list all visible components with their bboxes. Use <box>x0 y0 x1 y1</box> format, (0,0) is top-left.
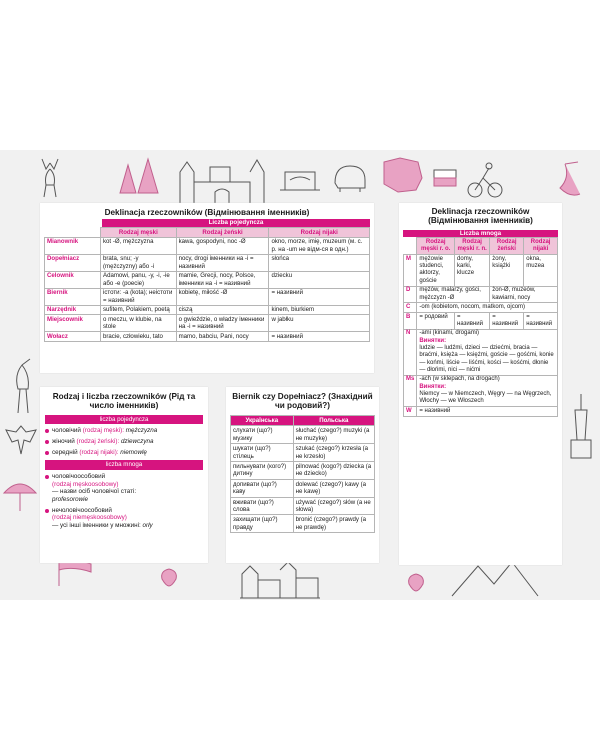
table-row <box>404 312 558 329</box>
cell-masculine: bracie, człowieku, tato <box>101 332 177 342</box>
ending-text: -ach (w sklepach, na drogach) <box>419 376 500 383</box>
cell-ukrainian: слухати (що?) музику <box>231 426 294 444</box>
cell-feminine: ciszą <box>176 305 269 315</box>
bullet-icon <box>45 429 49 433</box>
poland-map-icon <box>378 154 426 196</box>
cell-masculine: o meczu, w klubie, na stole <box>101 315 177 332</box>
table-row <box>45 332 370 342</box>
case-letter: M <box>404 255 417 286</box>
cell-ukrainian: захищати (що?) правду <box>231 515 294 533</box>
case-name: Wołacz <box>45 332 101 342</box>
cell: mężowie studenci, aktorzy, goście <box>417 255 455 286</box>
list-item: жіночий (rodzaj żeński): dziewczyna <box>45 438 203 446</box>
table-row <box>231 461 375 479</box>
cell-neuter: kinem, biurkiem <box>269 305 370 315</box>
case-name: Miejscownik <box>45 315 101 332</box>
eagle-icon <box>4 420 38 460</box>
table-row <box>45 288 370 305</box>
case-name: Celownik <box>45 271 101 288</box>
plural-bar: Liczba mnoga <box>403 230 558 238</box>
cell-masculine: kot -Ø, mężczyzna <box>101 237 177 254</box>
case-letter: W <box>404 407 417 417</box>
cell <box>417 329 558 375</box>
list-item: чоловічий (rodzaj męski): mężczyzna <box>45 427 203 435</box>
gender-header: Rodzaj żeński <box>490 238 524 255</box>
strawberry-icon <box>158 565 180 587</box>
cell: = називний <box>417 407 558 417</box>
table-row <box>404 286 558 303</box>
plural-table <box>403 237 558 416</box>
declension-singular-card <box>40 203 374 373</box>
strawberry-right-icon <box>405 570 427 592</box>
table-row <box>45 305 370 315</box>
case-name: Mianownik <box>45 237 101 254</box>
cell: żony, książki <box>490 255 524 286</box>
cell-neuter: = називний <box>269 332 370 342</box>
column-header: Польська <box>293 415 374 425</box>
cell-feminine: mamie, Grecji, nocy, Polsce, іменники на -і = називний <box>176 271 269 288</box>
case-letter: N <box>404 329 417 375</box>
cell: = родовий <box>417 312 455 329</box>
list-item: чоловічоособовий (rodzaj męskoosobowy) — назви осіб чоловічої статі: profesorowie <box>45 473 203 504</box>
gender-header: Rodzaj męski <box>101 227 177 237</box>
cell-masculine: brata, snu; -у (mężczyzny) або -і <box>101 254 177 271</box>
deer-icon <box>30 155 70 200</box>
forest-icon <box>110 155 170 195</box>
cyclist-icon <box>465 160 505 200</box>
gender-header: Rodzaj nijaki <box>269 227 370 237</box>
cell: = називний <box>524 312 558 329</box>
card-title: Deklinacja rzeczowników (Відмінювання іменників) <box>104 208 310 217</box>
cell-neuter: okno, morze, imię, muzeum (м. с. р. на -um не відм-ся в одн.) <box>269 237 370 254</box>
umbrella-icon <box>2 475 38 515</box>
cell-neuter: słońca <box>269 254 370 271</box>
exceptions-label: Винятки: <box>419 383 447 390</box>
table-row <box>404 375 558 406</box>
gender-header: Rodzaj żeński <box>176 227 269 237</box>
case-letter: C <box>404 303 417 313</box>
exceptions-text: ludzie — ludźmi, dzieci — dziećmi, bracia — braćmi, księża — księżmi, goście — gośćmi, konie — końmi, liście — liśćmi, kości — kośćmi, dłonie — dłońmi, nici — nićmi <box>419 345 554 373</box>
stork-icon <box>8 355 36 415</box>
declension-table <box>44 227 370 342</box>
cell-ukrainian: шукати (що?) стілець <box>231 444 294 462</box>
list-item: середній (rodzaj nijaki): niemowlę <box>45 449 203 457</box>
cell-polish: słuchać (czego?) muzyki (а не muzykę) <box>293 426 374 444</box>
statue-icon <box>567 390 595 460</box>
case-letter: D <box>404 286 417 303</box>
cell-ukrainian: пильнувати (кого?) дитину <box>231 461 294 479</box>
bullet-icon <box>45 451 49 455</box>
card-title: Biernik czy Dopełniacz? (Знахідний чи родовий?) <box>232 392 373 411</box>
singular-bar: Liczba pojedyncza <box>102 219 370 227</box>
column-header: Українська <box>231 415 294 425</box>
singular-bar: liczba pojedyncza <box>45 415 203 425</box>
exceptions-text: Niemcy — w Niemczech, Węgry — na Węgrzech, Włochy — we Włoszech <box>419 391 552 405</box>
cell: żon-Ø, muzeów, kawiarni, nocy <box>490 286 558 303</box>
cell-feminine: mamo, babciu, Pani, nocy <box>176 332 269 342</box>
bullet-icon <box>45 509 49 513</box>
table-row <box>45 271 370 288</box>
cell: mężów, malarzy, gości, mężczyzn -Ø <box>417 286 490 303</box>
exceptions-label: Винятки: <box>419 337 447 344</box>
gender-header: Rodzaj nijaki <box>524 238 558 255</box>
table-row <box>45 315 370 332</box>
cell-polish: dolewać (czego?) kawy (а не kawę) <box>293 479 374 497</box>
ending-text: -ami (kinami, drogami) <box>419 330 480 337</box>
cell-neuter: w jabłku <box>269 315 370 332</box>
card-title: Deklinacja rzeczowników (Відмінювання іменників) <box>428 207 533 226</box>
table-row <box>231 515 375 533</box>
bison-icon <box>330 158 370 193</box>
cafe-icon <box>275 160 325 200</box>
gender-header: Rodzaj męski r. n. <box>455 238 490 255</box>
biernik-dopelniacz-card <box>226 387 379 563</box>
cell-ukrainian: допивати (що?) каву <box>231 479 294 497</box>
cell-feminine: kobietę, miłość -Ø <box>176 288 269 305</box>
cell-neuter: dziecku <box>269 271 370 288</box>
table-row <box>231 479 375 497</box>
mermaid-icon <box>540 158 590 203</box>
table-row <box>231 444 375 462</box>
cell: okna, muzea <box>524 255 558 286</box>
cell-feminine: nocy, drogi іменники на -і = називний <box>176 254 269 271</box>
cell: -om (kobietom, nocom, matkom, ojcom) <box>417 303 558 313</box>
case-name: Dopełniacz <box>45 254 101 271</box>
cell <box>417 375 558 406</box>
plural-bar: liczba mnoga <box>45 460 203 470</box>
cell-masculine: істоти: -a (kota); неістоти = називний <box>101 288 177 305</box>
cell-feminine: kawa, gospodyni, noc -Ø <box>176 237 269 254</box>
gender-number-card <box>40 387 208 563</box>
table-row <box>404 329 558 375</box>
castle-icon <box>175 152 270 207</box>
cell: domy, karki, klucze <box>455 255 490 286</box>
cell-masculine: sufitem, Polakiem, poetą <box>101 305 177 315</box>
case-letter: B <box>404 312 417 329</box>
list-item: нечоловічоособовий (rodzaj niemęskoosobowy) — усі інші іменники у множині: orły <box>45 507 203 530</box>
table-row <box>231 426 375 444</box>
cell-polish: używać (czego?) słów (а не słowa) <box>293 497 374 515</box>
table-row <box>45 254 370 271</box>
table-row <box>45 237 370 254</box>
card-title: Rodzaj i liczba rzeczowników (Рід та число іменників) <box>52 392 196 411</box>
gender-header: Rodzaj męski r. o. <box>417 238 455 255</box>
cell-polish: bronić (czego?) prawdy (а не prawdę) <box>293 515 374 533</box>
cell-masculine: Adamowi, panu, -у, -і, -іе або -е (poecie) <box>101 271 177 288</box>
bullet-icon <box>45 440 49 444</box>
town-icon <box>240 560 320 600</box>
case-letter: Ms <box>404 375 417 406</box>
cell: = називний <box>490 312 524 329</box>
cell-feminine: o gwieździe, o władzy іменники на -і = називний <box>176 315 269 332</box>
cell-polish: szukać (czego?) krzesła (а не krzesło) <box>293 444 374 462</box>
cell: = називний <box>455 312 490 329</box>
table-row <box>404 303 558 313</box>
case-name: Narzędnik <box>45 305 101 315</box>
table-row <box>404 255 558 286</box>
bullet-icon <box>45 475 49 479</box>
cell-ukrainian: вживати (що?) слова <box>231 497 294 515</box>
case-name: Biernik <box>45 288 101 305</box>
declension-plural-card <box>399 203 562 565</box>
cell-polish: pilnować (kogo?) dziecka (а не dziecko) <box>293 461 374 479</box>
table-row <box>231 497 375 515</box>
table-row <box>404 407 558 417</box>
flag-icon <box>432 168 458 190</box>
biernik-table <box>230 415 375 533</box>
cell-neuter: = називний <box>269 288 370 305</box>
